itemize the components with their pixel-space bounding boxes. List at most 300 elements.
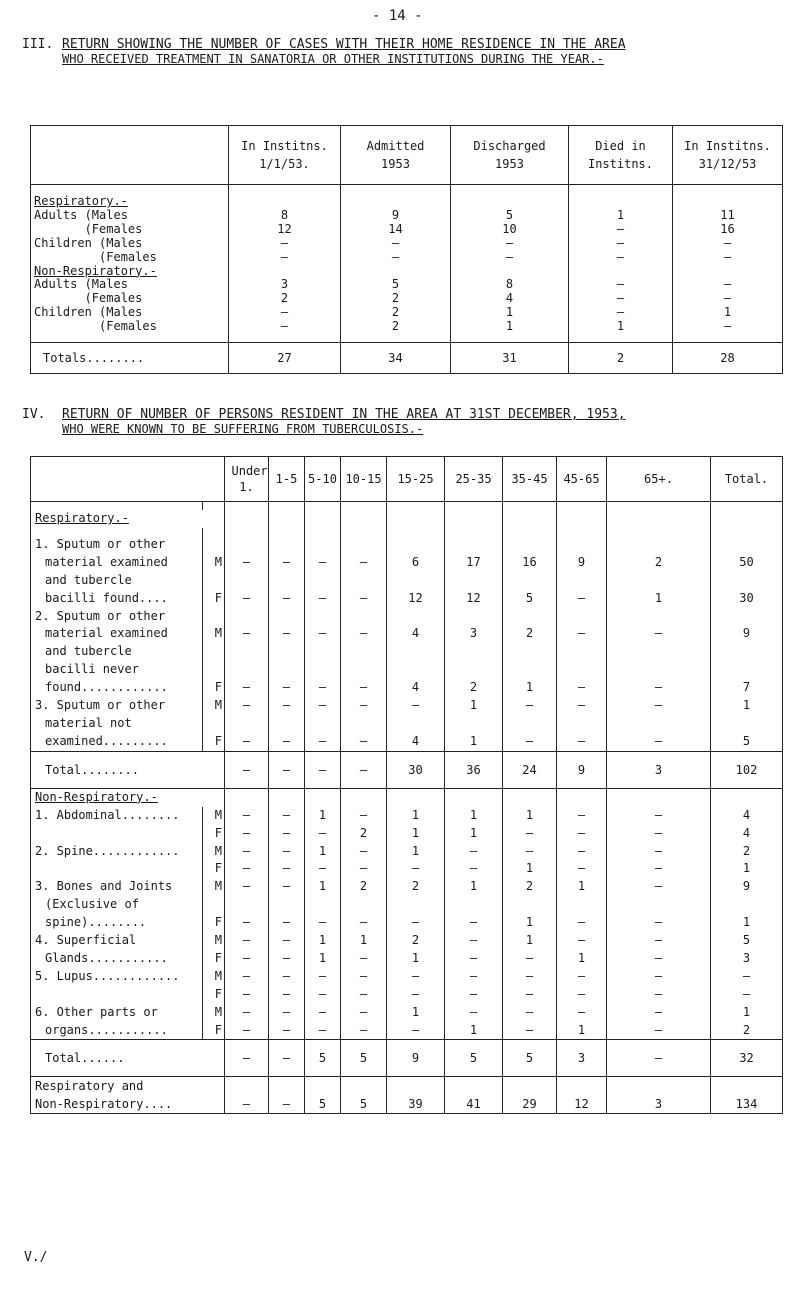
value-cell: 2 [341, 292, 451, 306]
value-cell [557, 715, 607, 733]
data-row [31, 860, 783, 878]
value-cell [387, 536, 445, 554]
value-cell: – [305, 554, 341, 572]
value-cell: – [269, 986, 305, 1004]
total-value: 31 [451, 343, 569, 374]
value-cell: – [451, 237, 569, 251]
respiratory-heading-row [31, 510, 783, 528]
spacer-cell [445, 502, 503, 511]
value-cell [557, 896, 607, 914]
value-cell [269, 661, 305, 679]
row-label: (Females [31, 320, 229, 334]
value-cell: 10 [451, 223, 569, 237]
spacer-cell [225, 528, 269, 536]
value-cell: 50 [711, 554, 783, 572]
empty-cell [607, 788, 711, 806]
sex-label [203, 896, 225, 914]
value-cell: 1 [607, 590, 711, 608]
value-cell [305, 715, 341, 733]
value-cell: 1 [569, 209, 673, 223]
value-cell: 1 [503, 932, 557, 950]
section-4-col-header: 15-25 [387, 457, 445, 502]
row-label: 1. Sputum or other [31, 536, 203, 554]
empty-cell [225, 510, 269, 528]
section-3-title-line2: WHO RECEIVED TREATMENT IN SANATORIA OR OTHER INSTITUTIONS DURING THE YEAR.- [62, 52, 604, 66]
spacer-row [31, 528, 783, 536]
sex-label: M [203, 554, 225, 572]
spacer-cell [203, 502, 225, 511]
data-row [31, 643, 783, 661]
value-cell: – [341, 807, 387, 825]
value-cell: 1 [451, 320, 569, 334]
section-3-row [31, 278, 783, 292]
value-cell [387, 643, 445, 661]
section-4-number: IV. [22, 407, 46, 422]
sex-label: M [203, 968, 225, 986]
value-cell: – [557, 1004, 607, 1022]
grand-total-values-row [31, 1095, 783, 1114]
value-cell: – [225, 625, 269, 643]
value-cell: 4 [387, 625, 445, 643]
value-cell: – [229, 320, 341, 334]
value-cell: – [445, 950, 503, 968]
value-cell: – [269, 825, 305, 843]
value-cell: – [569, 306, 673, 320]
total-value: 32 [711, 1040, 783, 1077]
row-label: 2. Spine............ [31, 843, 203, 861]
value-cell [607, 572, 711, 590]
sex-label: F [203, 860, 225, 878]
value-cell: – [607, 914, 711, 932]
row-label: material examined [31, 554, 203, 572]
value-cell: – [225, 843, 269, 861]
value-cell: – [607, 697, 711, 715]
value-cell: – [673, 237, 783, 251]
sex-label: M [203, 1004, 225, 1022]
value-cell: – [557, 590, 607, 608]
page-number: - 14 - [372, 8, 423, 24]
value-cell [711, 896, 783, 914]
spacer-cell [711, 528, 783, 536]
value-cell: 1 [305, 807, 341, 825]
value-cell: – [607, 1004, 711, 1022]
value-cell: – [607, 878, 711, 896]
value-cell: 2 [503, 625, 557, 643]
value-cell: – [305, 1004, 341, 1022]
value-cell [711, 536, 783, 554]
empty-cell [445, 510, 503, 528]
empty-cell [341, 788, 387, 806]
value-cell: – [305, 697, 341, 715]
value-cell: – [503, 968, 557, 986]
total-label: Total........ [31, 751, 225, 788]
data-row [31, 914, 783, 932]
row-label: (Females [31, 223, 229, 237]
empty-cell [607, 510, 711, 528]
section-3-row [31, 209, 783, 223]
empty-cell [305, 788, 341, 806]
value-cell [387, 715, 445, 733]
sex-label: M [203, 697, 225, 715]
value-cell: 1 [503, 679, 557, 697]
row-label: 3. Bones and Joints [31, 878, 203, 896]
value-cell [557, 643, 607, 661]
value-cell: 2 [387, 878, 445, 896]
empty-cell [269, 788, 305, 806]
value-cell [569, 185, 673, 209]
value-cell: – [269, 878, 305, 896]
row-label [31, 860, 203, 878]
data-row [31, 590, 783, 608]
row-label: Children (Males [31, 237, 229, 251]
total-value: – [305, 751, 341, 788]
value-cell [225, 608, 269, 626]
value-cell: – [445, 1004, 503, 1022]
grand-total-value: – [269, 1095, 305, 1114]
total-value: 5 [503, 1040, 557, 1077]
value-cell: – [341, 986, 387, 1004]
value-cell: – [229, 306, 341, 320]
total-value: – [269, 1040, 305, 1077]
value-cell: – [387, 986, 445, 1004]
value-cell: 1 [557, 950, 607, 968]
row-label: (Females [31, 251, 229, 265]
total-value: – [225, 751, 269, 788]
value-cell: – [387, 1022, 445, 1040]
value-cell: – [269, 807, 305, 825]
row-label: 1. Abdominal........ [31, 807, 203, 825]
empty-cell [269, 1077, 305, 1096]
value-cell: – [269, 968, 305, 986]
value-cell: 1 [503, 860, 557, 878]
row-label: Respiratory.- [31, 185, 229, 209]
row-label: Non-Respiratory.- [31, 265, 229, 279]
grand-total-value: 41 [445, 1095, 503, 1114]
value-cell: – [557, 843, 607, 861]
value-cell: – [387, 914, 445, 932]
value-cell [269, 896, 305, 914]
total-value: 24 [503, 751, 557, 788]
value-cell: – [607, 986, 711, 1004]
value-cell [341, 572, 387, 590]
value-cell: – [673, 292, 783, 306]
section-4-col-header: 65+. [607, 457, 711, 502]
total-value: 2 [569, 343, 673, 374]
value-cell [503, 536, 557, 554]
empty-cell [557, 1077, 607, 1096]
grand-total-value: 12 [557, 1095, 607, 1114]
value-cell: – [305, 1022, 341, 1040]
row-label: Glands........... [31, 950, 203, 968]
value-cell: 8 [229, 209, 341, 223]
value-cell: – [607, 733, 711, 751]
section-4-header-blank [31, 457, 225, 502]
value-cell: 1 [569, 320, 673, 334]
spacer-cell [557, 528, 607, 536]
data-row [31, 608, 783, 626]
sex-label: F [203, 679, 225, 697]
value-cell: – [607, 807, 711, 825]
value-cell: – [445, 932, 503, 950]
empty-cell [557, 510, 607, 528]
data-row [31, 843, 783, 861]
spacer-cell [451, 334, 569, 343]
value-cell [269, 715, 305, 733]
spacer-cell [503, 528, 557, 536]
value-cell [305, 896, 341, 914]
value-cell: – [341, 679, 387, 697]
row-label: material examined [31, 625, 203, 643]
value-cell: – [445, 914, 503, 932]
value-cell: 2 [711, 1022, 783, 1040]
value-cell: 5 [503, 590, 557, 608]
value-cell: – [305, 733, 341, 751]
value-cell: – [557, 986, 607, 1004]
value-cell [445, 715, 503, 733]
spacer-cell [711, 502, 783, 511]
row-label: material not [31, 715, 203, 733]
data-row [31, 896, 783, 914]
total-value: 28 [673, 343, 783, 374]
value-cell: 1 [445, 733, 503, 751]
value-cell: – [557, 807, 607, 825]
empty-cell [711, 788, 783, 806]
section-3-header-row [31, 126, 783, 185]
section-3-row [31, 251, 783, 265]
section-4-col-header: 25-35 [445, 457, 503, 502]
value-cell [341, 643, 387, 661]
section-4-col-header: 45-65 [557, 457, 607, 502]
value-cell: – [503, 825, 557, 843]
row-label: (Exclusive of [31, 896, 203, 914]
grand-total-value: 5 [341, 1095, 387, 1114]
total-value: – [225, 1040, 269, 1077]
value-cell: – [503, 1022, 557, 1040]
data-row [31, 679, 783, 697]
row-label: Adults (Males [31, 278, 229, 292]
total-value: 27 [229, 343, 341, 374]
total-value: 30 [387, 751, 445, 788]
value-cell: 1 [305, 932, 341, 950]
value-cell: – [225, 860, 269, 878]
section-3-row [31, 306, 783, 320]
value-cell: 1 [445, 1022, 503, 1040]
value-cell: – [673, 278, 783, 292]
empty-cell [225, 1077, 269, 1096]
value-cell [341, 715, 387, 733]
row-label: bacilli never [31, 661, 203, 679]
sex-label [203, 661, 225, 679]
row-label: 2. Sputum or other [31, 608, 203, 626]
value-cell: – [569, 251, 673, 265]
value-cell: 4 [451, 292, 569, 306]
value-cell: – [503, 843, 557, 861]
data-row [31, 661, 783, 679]
value-cell: 2 [341, 320, 451, 334]
value-cell: 2 [387, 932, 445, 950]
total-value: – [269, 751, 305, 788]
value-cell: 17 [445, 554, 503, 572]
value-cell: 1 [445, 697, 503, 715]
value-cell: – [341, 554, 387, 572]
row-label: Adults (Males [31, 209, 229, 223]
value-cell: – [269, 843, 305, 861]
sex-label: F [203, 986, 225, 1004]
value-cell: 30 [711, 590, 783, 608]
spacer-cell [225, 502, 269, 511]
value-cell: 2 [341, 878, 387, 896]
total-value: 9 [387, 1040, 445, 1077]
value-cell: 11 [673, 209, 783, 223]
value-cell [503, 715, 557, 733]
value-cell [305, 643, 341, 661]
grand-total-label-line1: Respiratory and [31, 1077, 225, 1096]
value-cell: – [557, 625, 607, 643]
value-cell: – [269, 1004, 305, 1022]
value-cell [557, 608, 607, 626]
value-cell [569, 265, 673, 279]
empty-cell [557, 788, 607, 806]
grand-total-label-line2: Non-Respiratory.... [31, 1095, 225, 1114]
empty-cell [387, 1077, 445, 1096]
value-cell [225, 536, 269, 554]
value-cell: – [673, 320, 783, 334]
section-3-number: III. [22, 37, 54, 52]
value-cell: – [503, 733, 557, 751]
value-cell: – [607, 679, 711, 697]
value-cell: 2 [445, 679, 503, 697]
value-cell: 1 [341, 932, 387, 950]
value-cell: – [269, 554, 305, 572]
section-4-col-header-text: Under 1. [231, 464, 268, 494]
section-4-title-line1: RETURN OF NUMBER OF PERSONS RESIDENT IN THE AREA AT 31ST DECEMBER, 1953, [62, 407, 626, 422]
empty-cell [503, 510, 557, 528]
row-label [31, 986, 203, 1004]
row-label: Children (Males [31, 306, 229, 320]
section-3-col-header: Died in Institns. [569, 126, 673, 185]
value-cell: 1 [305, 843, 341, 861]
value-cell: 3 [229, 278, 341, 292]
section-4-col-header: Total. [711, 457, 783, 502]
value-cell: 12 [445, 590, 503, 608]
spacer-cell [31, 528, 203, 536]
value-cell: – [607, 968, 711, 986]
value-cell: – [387, 697, 445, 715]
section-4-table [30, 456, 783, 1114]
data-row [31, 1022, 783, 1040]
value-cell [341, 265, 451, 279]
value-cell: 5 [711, 932, 783, 950]
section-3-col-header: In Institns. 1/1/53. [229, 126, 341, 185]
empty-cell [445, 1077, 503, 1096]
value-cell: 16 [503, 554, 557, 572]
section-heading: Non-Respiratory.- [31, 788, 225, 806]
section-4-col-header: 10-15 [341, 457, 387, 502]
sex-label [203, 536, 225, 554]
row-label: 6. Other parts or [31, 1004, 203, 1022]
non-respiratory-heading-row [31, 788, 783, 806]
total-value: 3 [607, 751, 711, 788]
value-cell: 4 [711, 825, 783, 843]
spacer-cell [203, 528, 225, 536]
value-cell: – [607, 843, 711, 861]
value-cell: – [341, 590, 387, 608]
value-cell: – [503, 1004, 557, 1022]
value-cell: – [341, 237, 451, 251]
data-row [31, 733, 783, 751]
value-cell: – [341, 733, 387, 751]
data-row [31, 572, 783, 590]
data-row [31, 825, 783, 843]
spacer-cell [341, 502, 387, 511]
value-cell: 6 [387, 554, 445, 572]
value-cell [607, 536, 711, 554]
value-cell: 4 [711, 807, 783, 825]
value-cell: – [607, 860, 711, 878]
value-cell [711, 643, 783, 661]
value-cell: – [225, 1022, 269, 1040]
spacer-cell [341, 334, 451, 343]
value-cell: – [341, 1004, 387, 1022]
value-cell [269, 572, 305, 590]
sex-label [203, 572, 225, 590]
section-3-row [31, 320, 783, 334]
spacer-cell [607, 502, 711, 511]
value-cell [607, 715, 711, 733]
spacer-cell [229, 334, 341, 343]
value-cell [305, 536, 341, 554]
spacer-cell [31, 334, 229, 343]
value-cell: 9 [557, 554, 607, 572]
spacer-cell [269, 502, 305, 511]
value-cell [269, 536, 305, 554]
value-cell: 3 [445, 625, 503, 643]
section-3-col-header: In Institns. 31/12/53 [673, 126, 783, 185]
spacer-cell [569, 334, 673, 343]
value-cell: – [569, 237, 673, 251]
value-cell: – [711, 986, 783, 1004]
value-cell: 2 [229, 292, 341, 306]
value-cell: 1 [451, 306, 569, 320]
empty-cell [341, 1077, 387, 1096]
sex-label [203, 715, 225, 733]
value-cell: 1 [711, 697, 783, 715]
value-cell: – [711, 968, 783, 986]
data-row [31, 715, 783, 733]
value-cell: 2 [607, 554, 711, 572]
value-cell [225, 896, 269, 914]
section-4-title-line2: WHO WERE KNOWN TO BE SUFFERING FROM TUBERCULOSIS.- [62, 422, 424, 436]
value-cell [445, 608, 503, 626]
value-cell [673, 265, 783, 279]
value-cell [557, 536, 607, 554]
value-cell: – [445, 968, 503, 986]
section-3-row [31, 292, 783, 306]
value-cell: – [673, 251, 783, 265]
value-cell: – [305, 825, 341, 843]
section-heading: Respiratory.- [31, 510, 225, 528]
sex-label: M [203, 843, 225, 861]
value-cell [503, 643, 557, 661]
empty-cell [387, 510, 445, 528]
value-cell: 1 [445, 878, 503, 896]
spacer-cell [503, 502, 557, 511]
value-cell: – [607, 1022, 711, 1040]
value-cell: – [269, 914, 305, 932]
value-cell: – [225, 697, 269, 715]
value-cell: – [557, 968, 607, 986]
grand-total-value: – [225, 1095, 269, 1114]
